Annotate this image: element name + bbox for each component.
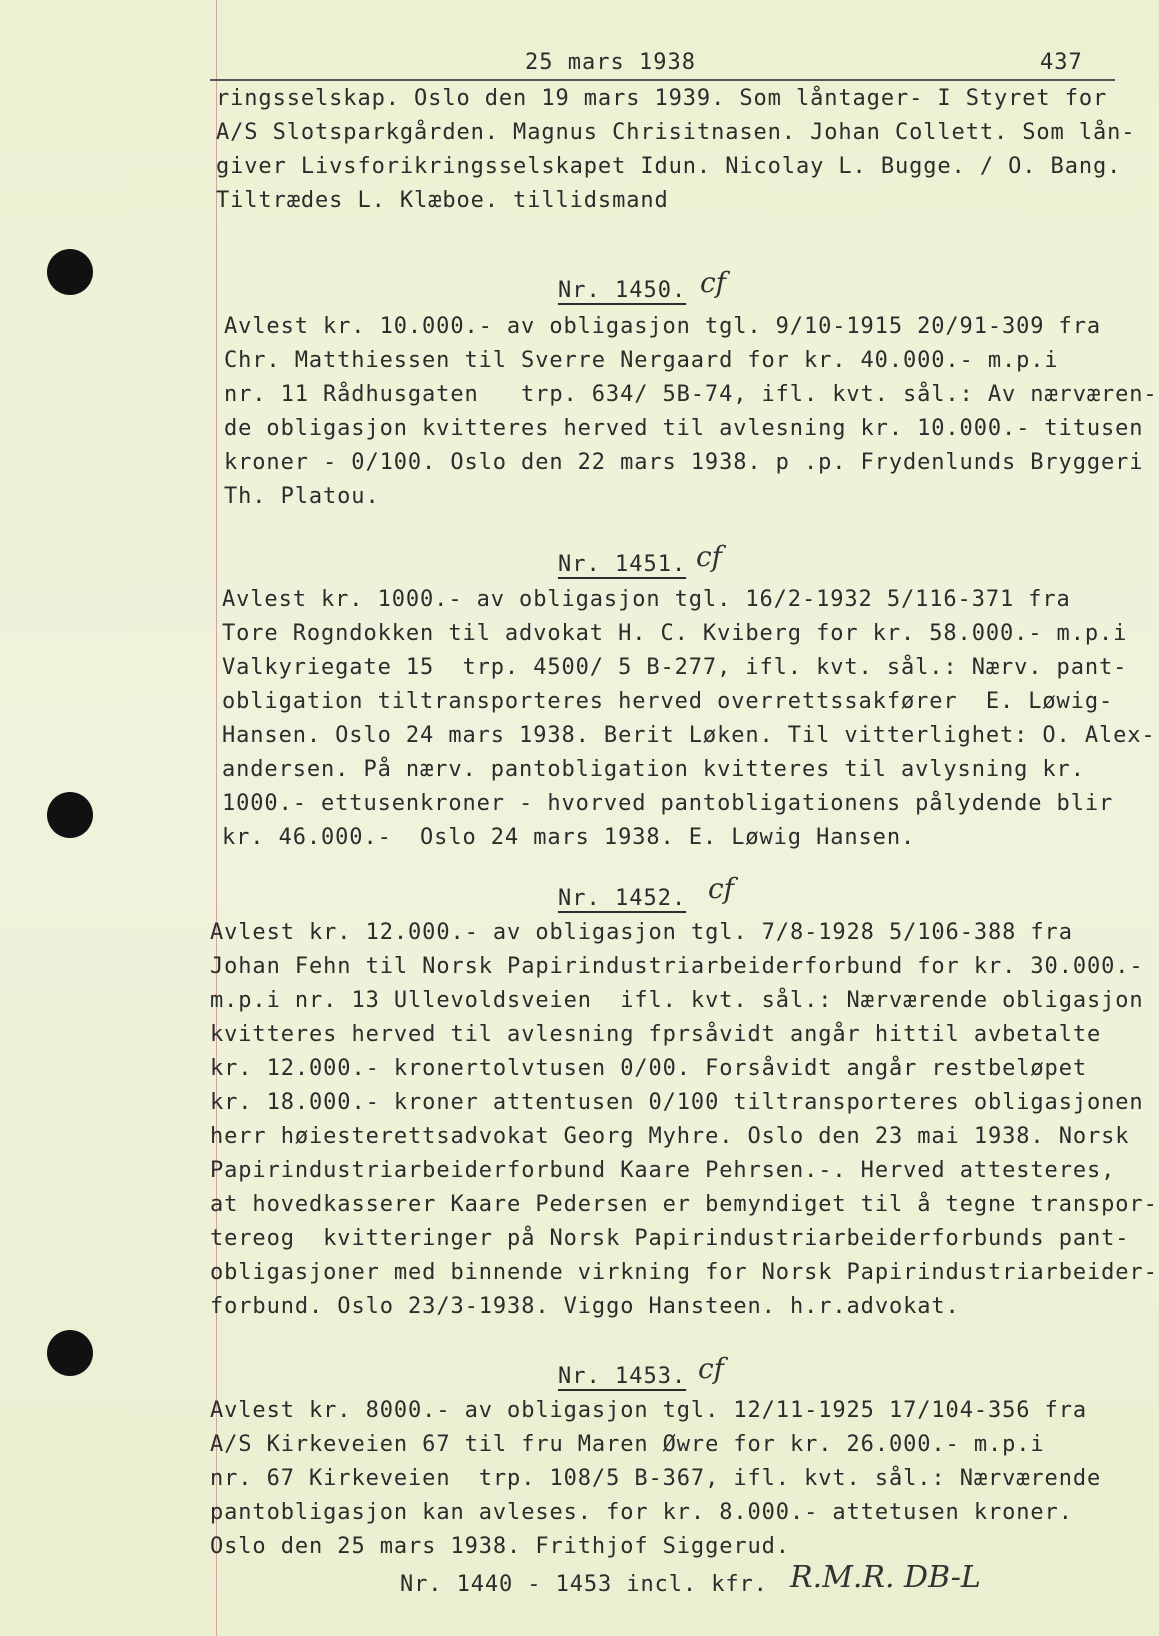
- entry-line: tereog kvitteringer på Norsk Papirindustriarbeiderforbunds pant-: [210, 1226, 1130, 1251]
- entry-line: kvitteres herved til avlesning fprsåvidt angår hittil avbetalte: [210, 1022, 1102, 1047]
- intro-line: ringsselskap. Oslo den 19 mars 1939. Som låntager- I Styret for: [216, 86, 1108, 111]
- entry-line: kroner - 0/100. Oslo den 22 mars 1938. p .p. Frydenlunds Bryggeri: [224, 450, 1144, 475]
- entry-line: obligasjoner med binnende virkning for Norsk Papirindustriarbeider-: [210, 1260, 1158, 1285]
- intro-line: Tiltrædes L. Klæboe. tillidsmand: [216, 188, 669, 213]
- page-date: 25 mars 1938: [525, 50, 696, 75]
- page-number: 437: [1040, 50, 1083, 75]
- entry-line: forbund. Oslo 23/3-1938. Viggo Hansteen. h.r.advokat.: [210, 1294, 960, 1319]
- entry-line: Oslo den 25 mars 1938. Frithjof Siggerud.: [210, 1534, 790, 1559]
- punch-hole: [47, 792, 93, 838]
- punch-hole: [47, 1330, 93, 1376]
- entry-line: herr høiesterettsadvokat Georg Myhre. Oslo den 23 mai 1938. Norsk: [210, 1124, 1130, 1149]
- entry-line: 1000.- ettusenkroner - hvorved pantobligationens pålydende blir: [222, 791, 1114, 816]
- entry-line: kr. 18.000.- kroner attentusen 0/100 tiltransporteres obligasjonen: [210, 1090, 1144, 1115]
- entry-number: Nr. 1452.: [558, 886, 687, 911]
- entry-line: Avlest kr. 12.000.- av obligasjon tgl. 7/8-1928 5/106-388 fra: [210, 920, 1073, 945]
- header-rule: [210, 79, 1115, 81]
- entry-number: Nr. 1451.: [558, 552, 687, 577]
- entry-number: Nr. 1450.: [558, 278, 687, 303]
- intro-line: giver Livsforikringsselskapet Idun. Nicolay L. Bugge. / O. Bang.: [216, 154, 1122, 179]
- entry-mark: cf: [696, 540, 723, 573]
- entry-line: Johan Fehn til Norsk Papirindustriarbeiderforbund for kr. 30.000.-: [210, 954, 1144, 979]
- entry-number: Nr. 1453.: [558, 1364, 687, 1389]
- margin-line: [216, 0, 217, 1636]
- entry-line: Avlest kr. 10.000.- av obligasjon tgl. 9/10-1915 20/91-309 fra: [224, 314, 1101, 339]
- entry-line: m.p.i nr. 13 Ullevoldsveien ifl. kvt. sål.: Nærværende obligasjon: [210, 988, 1144, 1013]
- footer-text: Nr. 1440 - 1453 incl. kfr.: [400, 1572, 768, 1597]
- entry-line: Papirindustriarbeiderforbund Kaare Pehrsen.-. Herved attesteres,: [210, 1158, 1116, 1183]
- entry-line: Chr. Matthiessen til Sverre Nergaard for kr. 40.000.- m.p.i: [224, 348, 1059, 373]
- punch-hole: [47, 249, 93, 295]
- entry-line: pantobligasjon kan avleses. for kr. 8.000.- attetusen kroner.: [210, 1500, 1073, 1525]
- entry-line: Hansen. Oslo 24 mars 1938. Berit Løken. Til vitterlighet: O. Alex-: [222, 723, 1156, 748]
- entry-mark: cf: [700, 266, 727, 299]
- entry-mark: cf: [708, 872, 735, 905]
- entry-line: A/S Kirkeveien 67 til fru Maren Øwre for kr. 26.000.- m.p.i: [210, 1432, 1045, 1457]
- entry-line: obligation tiltransporteres herved overrettssakfører E. Løwig-: [222, 689, 1114, 714]
- intro-line: A/S Slotsparkgården. Magnus Chrisitnasen. Johan Collett. Som lån-: [216, 120, 1136, 145]
- footer-signature: R.M.R. DB-L: [790, 1560, 981, 1595]
- entry-line: Valkyriegate 15 trp. 4500/ 5 B-277, ifl. kvt. sål.: Nærv. pant-: [222, 655, 1128, 680]
- entry-line: at hovedkasserer Kaare Pedersen er bemyndiget til å tegne transpor-: [210, 1192, 1158, 1217]
- entry-line: Avlest kr. 8000.- av obligasjon tgl. 12/11-1925 17/104-356 fra: [210, 1398, 1087, 1423]
- entry-line: nr. 67 Kirkeveien trp. 108/5 B-367, ifl. kvt. sål.: Nærværende: [210, 1466, 1102, 1491]
- entry-line: nr. 11 Rådhusgaten trp. 634/ 5B-74, ifl. kvt. sål.: Av nærværen-: [224, 382, 1158, 407]
- entry-line: kr. 46.000.- Oslo 24 mars 1938. E. Løwig Hansen.: [222, 825, 916, 850]
- entry-line: de obligasjon kvitteres herved til avlesning kr. 10.000.- titusen: [224, 416, 1144, 441]
- entry-line: Tore Rogndokken til advokat H. C. Kviberg for kr. 58.000.- m.p.i: [222, 621, 1128, 646]
- entry-mark: cf: [698, 1352, 725, 1385]
- entry-line: Th. Platou.: [224, 484, 380, 509]
- entry-line: Avlest kr. 1000.- av obligasjon tgl. 16/2-1932 5/116-371 fra: [222, 587, 1071, 612]
- entry-line: andersen. På nærv. pantobligation kvitteres til avlysning kr.: [222, 757, 1085, 782]
- entry-line: kr. 12.000.- kronertolvtusen 0/00. Forsåvidt angår restbeløpet: [210, 1056, 1087, 1081]
